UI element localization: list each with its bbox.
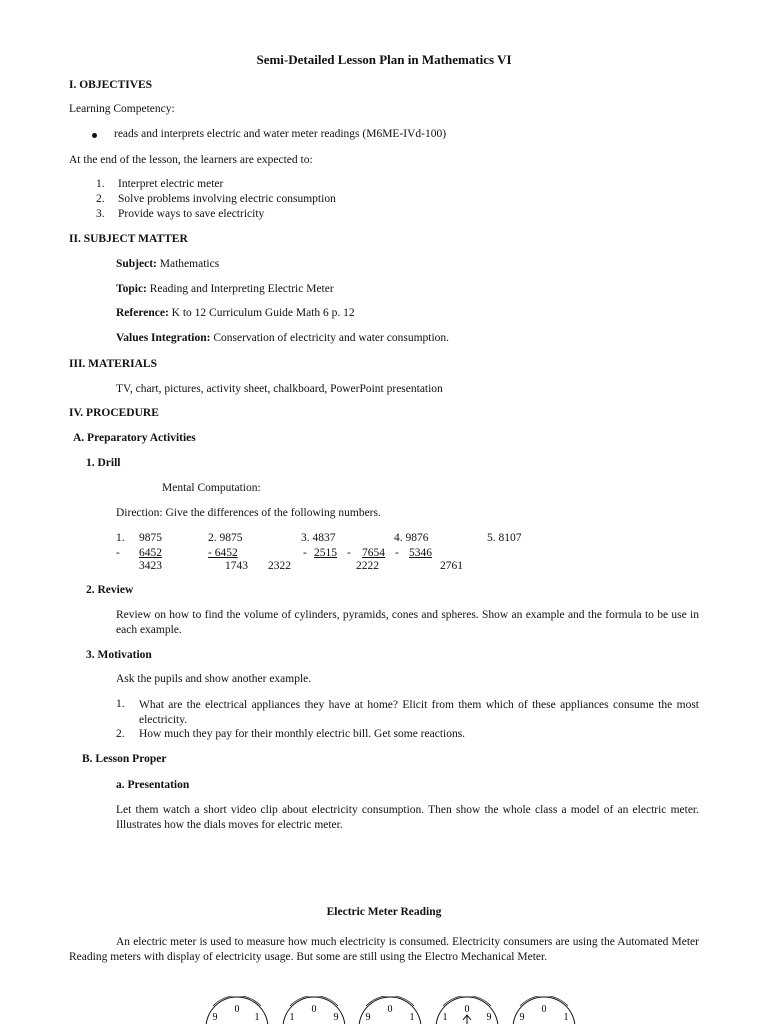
drill-cell: 2. 9875 bbox=[208, 532, 243, 544]
objective-item: Solve problems involving electric consumption bbox=[118, 193, 336, 205]
topic-label: Topic: bbox=[116, 283, 147, 295]
drill-cell: - bbox=[116, 547, 120, 559]
reference-value: K to 12 Curriculum Guide Math 6 p. 12 bbox=[171, 307, 355, 319]
values-value: Conservation of electricity and water consumption. bbox=[213, 332, 450, 344]
drill-cell: 2222 bbox=[356, 560, 379, 572]
competency-item: reads and interprets electric and water meter readings (M6ME-IVd-100) bbox=[114, 128, 447, 140]
drill-cell: 3. 4837 bbox=[301, 532, 336, 544]
dial-pointer-icon bbox=[463, 1015, 471, 1024]
presentation-heading: a. Presentation bbox=[116, 779, 190, 791]
materials-heading: III. MATERIALS bbox=[69, 358, 157, 370]
motivation-heading: 3. Motivation bbox=[86, 649, 152, 661]
dial-digit: 0 bbox=[464, 1004, 470, 1015]
motivation-number: 1. bbox=[116, 698, 125, 710]
bullet-icon bbox=[92, 133, 97, 138]
drill-cell: 5. 8107 bbox=[487, 532, 522, 544]
dial-digit: 9 bbox=[333, 1012, 339, 1023]
drill-cell: 2515 bbox=[314, 547, 337, 559]
objective-item: Interpret electric meter bbox=[118, 178, 224, 190]
objective-number: 1. bbox=[96, 178, 105, 190]
dial-digit: 1 bbox=[442, 1012, 448, 1023]
motivation-number: 2. bbox=[116, 728, 125, 740]
dial-digit: 0 bbox=[234, 1004, 240, 1015]
drill-cell: 2761 bbox=[440, 560, 463, 572]
values-line bbox=[116, 332, 449, 344]
dial-digit: 0 bbox=[387, 1004, 393, 1015]
preparatory-heading: A. Preparatory Activities bbox=[73, 432, 196, 444]
reference-label: Reference: bbox=[116, 307, 169, 319]
motivation-item: How much they pay for their monthly electric bill. Get some reactions. bbox=[139, 728, 466, 740]
drill-cell: 3423 bbox=[139, 560, 162, 572]
topic-line bbox=[116, 283, 334, 295]
meter-dial bbox=[513, 996, 575, 1024]
dial-digit: 1 bbox=[289, 1012, 295, 1023]
reference-line bbox=[116, 307, 355, 319]
meter-heading: Electric Meter Reading bbox=[326, 906, 442, 918]
motivation-text: Ask the pupils and show another example. bbox=[116, 673, 312, 685]
meter-dial bbox=[436, 996, 498, 1024]
drill-subheading: Mental Computation: bbox=[162, 482, 261, 494]
review-heading: 2. Review bbox=[86, 584, 134, 596]
dial-digit: 1 bbox=[254, 1012, 260, 1023]
competency-label: Learning Competency: bbox=[69, 103, 175, 115]
subject-matter-heading: II. SUBJECT MATTER bbox=[69, 233, 188, 245]
drill-cell: - bbox=[347, 547, 351, 559]
objective-number: 3. bbox=[96, 208, 105, 220]
drill-cell: 2322 bbox=[268, 560, 291, 572]
subject-line bbox=[116, 258, 219, 270]
drill-direction: Direction: Give the differences of the following numbers. bbox=[116, 507, 381, 519]
objectives-intro: At the end of the lesson, the learners are expected to: bbox=[69, 154, 313, 166]
meter-dials bbox=[195, 996, 585, 1024]
review-text: Review on how to find the volume of cylinders, pyramids, cones and spheres. Show an example and the formula to be use in each example. bbox=[116, 609, 699, 636]
materials-text: TV, chart, pictures, activity sheet, chalkboard, PowerPoint presentation bbox=[116, 383, 443, 395]
topic-value: Reading and Interpreting Electric Meter bbox=[149, 283, 334, 295]
drill-cell: - bbox=[303, 547, 307, 559]
drill-cell: 4. 9876 bbox=[394, 532, 429, 544]
dial-digit: 1 bbox=[563, 1012, 569, 1023]
dial-digit: 9 bbox=[486, 1012, 492, 1023]
procedure-heading: IV. PROCEDURE bbox=[69, 407, 159, 419]
drill-cell: 7654 bbox=[362, 547, 385, 559]
lesson-proper-heading: B. Lesson Proper bbox=[82, 753, 167, 765]
dial-digit: 9 bbox=[365, 1012, 371, 1023]
motivation-item: What are the electrical appliances they have at home? Elicit from them which of these appliances consume the most electricity. bbox=[139, 699, 699, 726]
drill-cell: 1743 bbox=[225, 560, 248, 572]
page-title: Semi-Detailed Lesson Plan in Mathematics VI bbox=[256, 52, 512, 67]
meter-dial bbox=[206, 996, 268, 1024]
dial-digit: 0 bbox=[311, 1004, 317, 1015]
dial-digit: 9 bbox=[212, 1012, 218, 1023]
subject-value: Mathematics bbox=[159, 258, 220, 270]
drill-cell: 6452 bbox=[139, 547, 162, 559]
subject-label: Subject: bbox=[116, 258, 157, 270]
drill-cell: - bbox=[395, 547, 399, 559]
dial-digit: 1 bbox=[409, 1012, 415, 1023]
drill-cell: 1. bbox=[116, 532, 125, 544]
drill-cell: 9875 bbox=[139, 532, 162, 544]
meter-dial bbox=[283, 996, 345, 1024]
drill-cell: - 6452 bbox=[208, 547, 238, 559]
meter-dial bbox=[359, 996, 421, 1024]
meter-paragraph: An electric meter is used to measure how much electricity is consumed. Electricity consumers are using the Automated Meter Reading meters with display of electricity usage. But some are still using the Electro Mechanical Meter. bbox=[69, 936, 699, 963]
presentation-text: Let them watch a short video clip about electricity consumption. Then show the whole class a model of an electric meter. Illustrates how the dials moves for electric meter. bbox=[116, 804, 699, 831]
dial-digit: 9 bbox=[519, 1012, 525, 1023]
objectives-heading: I. OBJECTIVES bbox=[69, 79, 153, 91]
drill-cell: 5346 bbox=[409, 547, 432, 559]
drill-heading: 1. Drill bbox=[86, 457, 121, 469]
objective-item: Provide ways to save electricity bbox=[118, 208, 265, 220]
values-label: Values Integration: bbox=[116, 332, 211, 344]
objective-number: 2. bbox=[96, 193, 105, 205]
dial-digit: 0 bbox=[541, 1004, 547, 1015]
